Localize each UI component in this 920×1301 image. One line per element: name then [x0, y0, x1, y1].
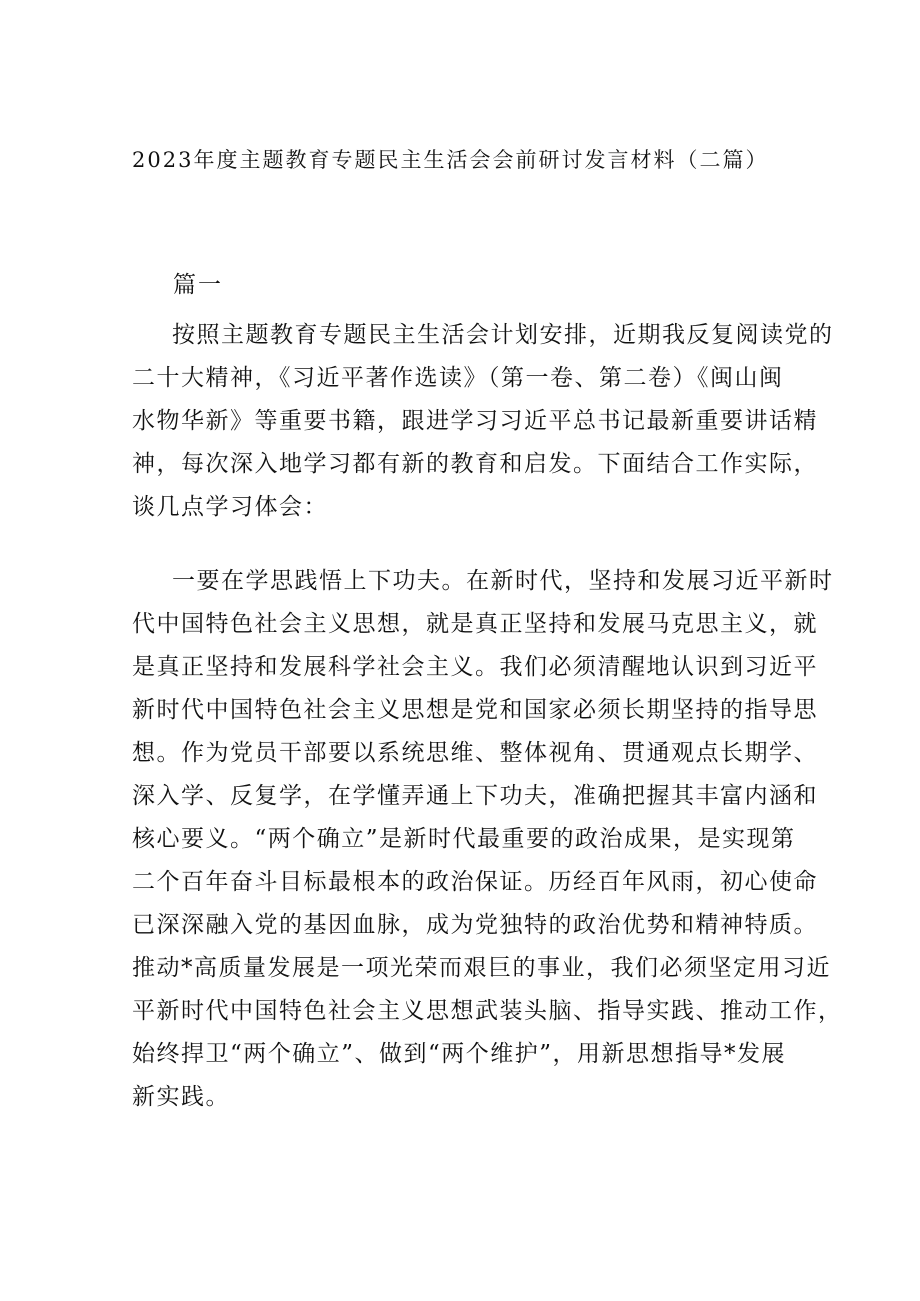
paragraph-line: 谈几点学习体会： — [132, 494, 328, 520]
paragraph-line: 神，每次深入地学习都有新的教育和启发。下面结合工作实际， — [132, 451, 818, 477]
paragraph-line: 水物华新》等重要书籍，跟进学习习近平总书记最新重要讲话精 — [132, 408, 818, 434]
paragraph-line: 平新时代中国特色社会主义思想武装头脑、指导实践、推动工作， — [132, 998, 843, 1024]
paragraph-point-one — [132, 560, 843, 1119]
paragraph-line: 代中国特色社会主义思想，就是真正坚持和发展马克思主义，就 — [132, 611, 818, 637]
paragraph-line: 深入学、反复学，在学懂弄通上下功夫，准确把握其丰富内涵和 — [132, 783, 818, 809]
paragraph-line: 核心要义。“两个确立”是新时代最重要的政治成果，是实现第 — [132, 826, 796, 852]
paragraph-line: 新实践。 — [132, 1084, 230, 1110]
section-heading: 篇一 — [173, 272, 223, 298]
paragraph-line: 新时代中国特色社会主义思想是党和国家必须长期坚持的指导思 — [132, 697, 818, 723]
paragraph-line: 推动*高质量发展是一项光荣而艰巨的事业，我们必须坚定用习近 — [132, 955, 831, 981]
paragraph-line: 想。作为党员干部要以系统思维、整体视角、贯通观点长期学、 — [132, 740, 818, 766]
document-title: 2023年度主题教育专题民主生活会会前研讨发言材料（二篇） — [132, 148, 769, 172]
paragraph-line: 已深深融入党的基因血脉，成为党独特的政治优势和精神特质。 — [132, 912, 818, 938]
paragraph-line: 二个百年奋斗目标最根本的政治保证。历经百年风雨，初心使命 — [132, 869, 818, 895]
paragraph-line: 按照主题教育专题民主生活会计划安排，近期我反复阅读党的 — [172, 322, 834, 348]
paragraph-line: 是真正坚持和发展科学社会主义。我们必须清醒地认识到习近平 — [132, 654, 818, 680]
paragraph-line: 始终捍卫“两个确立”、做到“两个维护”，用新思想指导*发展 — [132, 1041, 787, 1067]
paragraph-line: 一要在学思践悟上下功夫。在新时代，坚持和发展习近平新时 — [172, 568, 834, 594]
paragraph-intro — [132, 314, 834, 529]
paragraph-line: 二十大精神，《习近平著作选读》（第一卷、第二卷）《闽山闽 — [132, 365, 784, 391]
